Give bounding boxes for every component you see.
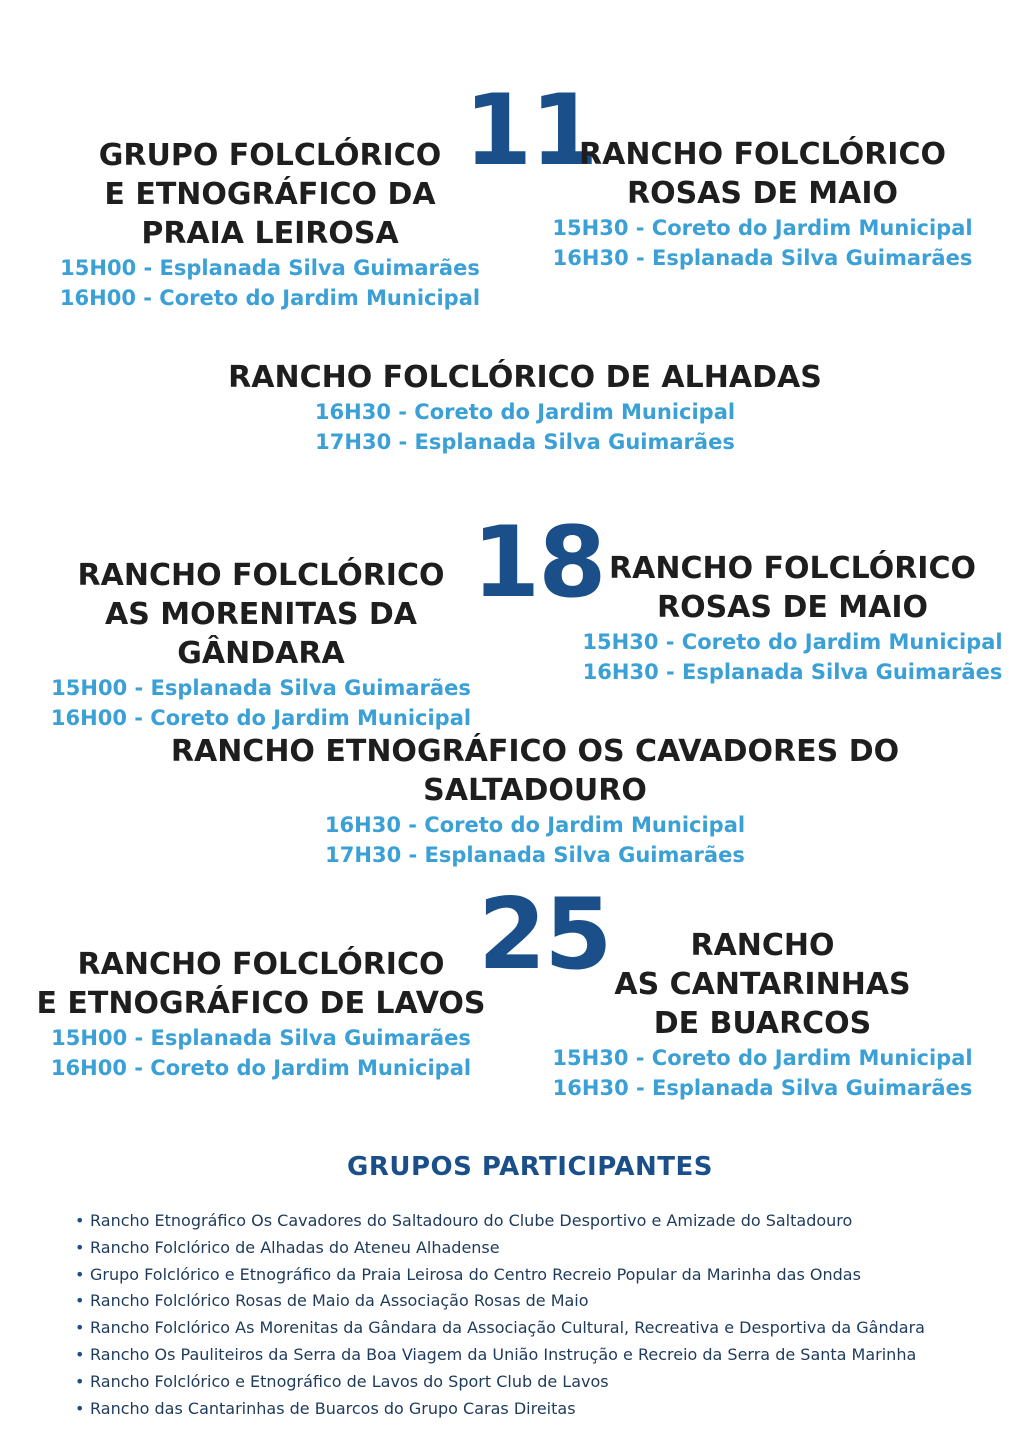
list-item [75,1369,925,1396]
event-title-line: AS CANTARINHAS [614,967,911,1002]
event-schedule-line: 16H00 - Coreto do Jardim Municipal [50,1056,472,1080]
list-item [75,1288,925,1315]
event-schedule-line: 15H00 - Esplanada Silva Guimarães [51,676,471,700]
event-schedule-line: 15H30 - Coreto do Jardim Municipal [552,1046,973,1070]
event-title-line: RANCHO FOLCLÓRICO [77,947,445,982]
event-title-line: RANCHO FOLCLÓRICO [77,558,445,593]
day-number-11: 11 [464,74,597,188]
event-schedule-line: 16H00 - Coreto do Jardim Municipal [50,706,472,730]
event-title-line: E ETNOGRÁFICO DA [104,177,436,212]
list-item-text: Rancho Folclórico e Etnográfico de Lavos do Sport Club de Lavos [90,1371,609,1391]
event-title-line: E ETNOGRÁFICO DE LAVOS [36,986,486,1021]
event-schedule-line: 17H30 - Esplanada Silva Guimarães [325,843,745,867]
event-lavos [30,945,492,1083]
event-title-line: ROSAS DE MAIO [656,590,929,625]
list-item [75,1262,925,1289]
bullet-icon: • [75,1264,85,1284]
list-item-text: Grupo Folclórico e Etnográfico da Praia Leirosa do Centro Recreio Popular da Marinha das Ondas [90,1264,861,1284]
event-title-line: ROSAS DE MAIO [626,176,899,211]
event-title-line: GRUPO FOLCLÓRICO [98,138,442,173]
event-title-line: RANCHO FOLCLÓRICO [579,137,946,172]
event-cavadores-saltadouro [110,732,960,870]
event-praia-leirosa [30,136,510,313]
bullet-icon: • [75,1371,85,1391]
event-rosas-de-maio-18 [575,549,1010,687]
event-morenitas-gandara [30,556,492,733]
event-alhadas [175,358,875,457]
day-number-25: 25 [478,878,611,992]
event-title-line: DE BUARCOS [653,1006,872,1041]
list-item-text: Rancho Os Pauliteiros da Serra da Boa Viagem da União Instrução e Recreio da Serra de Santa Marinha [90,1344,917,1364]
list-item [75,1208,925,1235]
event-title-line: AS MORENITAS DA GÂNDARA [104,597,417,671]
bullet-icon: • [75,1211,85,1230]
bullet-icon: • [75,1237,85,1257]
list-item-text: Rancho Folclórico As Morenitas da Gândara da Associação Cultural, Recreativa e Desportiva da Gândara [90,1318,925,1338]
event-schedule-line: 16H30 - Coreto do Jardim Municipal [314,400,736,424]
event-title-line: RANCHO [690,928,835,963]
event-schedule-line: 16H30 - Esplanada Silva Guimarães [552,1076,973,1100]
bullet-icon: • [75,1291,85,1311]
event-schedule-line: 15H30 - Coreto do Jardim Municipal [582,630,1003,654]
list-item [75,1235,925,1262]
event-schedule-line: 15H30 - Coreto do Jardim Municipal [552,216,973,240]
bullet-icon: • [75,1318,85,1338]
day-number-18: 18 [472,506,605,620]
event-schedule-line: 17H30 - Esplanada Silva Guimarães [315,430,735,454]
list-item-text: Rancho Folclórico Rosas de Maio da Associação Rosas de Maio [90,1291,589,1311]
event-title-line: RANCHO FOLCLÓRICO [609,551,976,586]
event-cantarinhas-buarcos [545,926,980,1103]
event-title-line: RANCHO FOLCLÓRICO DE ALHADAS [228,360,822,395]
participants-title: GRUPOS PARTICIPANTES [347,1152,713,1182]
bullet-icon: • [75,1398,85,1418]
list-item-text: Rancho Folclórico de Alhadas do Ateneu Alhadense [90,1237,500,1257]
event-schedule-line: 16H30 - Coreto do Jardim Municipal [324,813,746,837]
event-schedule-line: 16H30 - Esplanada Silva Guimarães [582,660,1003,684]
list-item [75,1396,925,1423]
event-schedule-line: 16H30 - Esplanada Silva Guimarães [552,246,973,270]
event-title-line: PRAIA LEIROSA [141,216,399,251]
participants-list [75,1208,925,1422]
event-schedule-line: 15H00 - Esplanada Silva Guimarães [51,1026,471,1050]
list-item [75,1315,925,1342]
list-item-text: Rancho das Cantarinhas de Buarcos do Grupo Caras Direitas [90,1398,576,1418]
event-title-line: RANCHO ETNOGRÁFICO OS CAVADORES DO SALTADOURO [170,734,900,808]
list-item-text: Rancho Etnográfico Os Cavadores do Saltadouro do Clube Desportivo e Amizade do Saltadouro [90,1211,853,1230]
list-item [75,1342,925,1369]
event-rosas-de-maio-11 [545,135,980,273]
event-schedule-line: 15H00 - Esplanada Silva Guimarães [60,256,480,280]
event-schedule-line: 16H00 - Coreto do Jardim Municipal [59,286,481,310]
bullet-icon: • [75,1344,85,1364]
